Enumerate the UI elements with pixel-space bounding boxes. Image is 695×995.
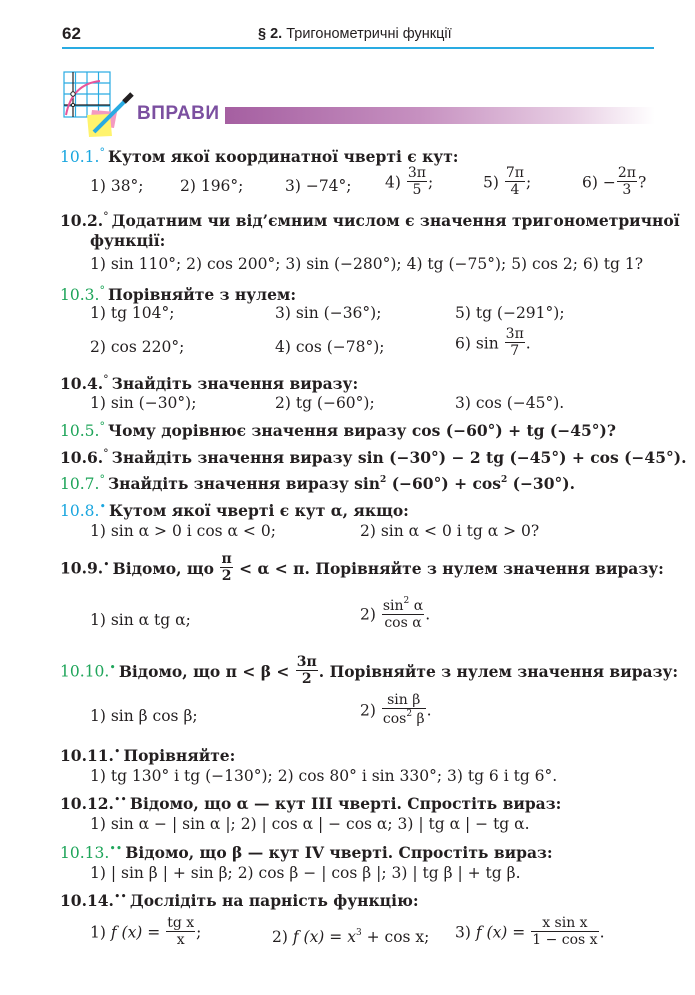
exercise-text: Відомо, що β — кут IV чверті. Спростіть вираз: [125,843,553,862]
exercise-10-12 [60,793,561,814]
exercise-10-8 [60,500,409,521]
exercise-number: 10.1. [60,148,100,166]
exercise-item: 2) cos 220°; [90,338,185,356]
difficulty-mark: ° [99,284,105,297]
fraction: $\frac{7\pi}{4}$ [505,165,524,199]
exercise-number: 10.9. [60,558,104,578]
exercise-text: Знайдіть значення виразу: [111,374,359,393]
exercise-item: 1) sin α > 0 і cos α < 0; [90,522,276,540]
exercise-number: 10.12. [60,794,114,813]
page-header [62,22,654,48]
exercise-number: 10.11. [60,746,114,765]
exercise-text: Кутом якої чверті є кут α, якщо: [108,501,409,520]
exercise-number: 10.4. [60,374,104,393]
exercise-text: Відомо, що π < β < $\frac{3\pi}{2}$ . Порівняйте з нулем значення виразу: [118,654,679,688]
difficulty-mark: ° [99,146,105,159]
page-number: 62 [62,24,81,43]
exercise-item: 1) sin α tg α; [90,611,191,629]
exercise-items: 1) | sin β | + sin β; 2) cos β − | cos β |; 3) | tg β | + tg β. [90,864,521,882]
difficulty-mark: •• [113,890,127,903]
difficulty-mark: ° [103,447,109,460]
exercise-number: 10.7. [60,475,100,493]
fraction: $\frac{3\pi}{5}$ [407,165,426,199]
exercise-10-4 [60,373,358,394]
difficulty-mark: ° [103,373,109,386]
exercise-text: Чому дорівнює значення виразу cos (−60°) + tg (−45°)? [107,421,616,440]
fraction: $\frac{\pi}{2}$ [221,551,232,585]
difficulty-mark: •• [113,793,127,806]
exercise-10-2 [60,210,680,231]
exercise-item: 1) sin (−30°); [90,394,197,412]
difficulty-mark: • [103,557,110,571]
exercise-text: Знайдіть значення виразу sin (−30°) − 2 tg (−45°) + cos (−45°). [111,448,687,467]
exercise-item: 6) sin $\frac{3\pi}{7}$ . [455,326,531,360]
section-prefix: § 2. [258,26,283,42]
exercise-item: 1) tg 104°; [90,304,175,322]
exercise-item: 5) $\frac{7\pi}{4}$ ; [483,165,532,199]
exercise-item: 3) −74°; [285,177,352,195]
difficulty-mark: ° [103,210,109,223]
exercise-text: Порівняйте: [123,746,236,765]
exercise-item: 1) 38°; [90,177,144,195]
difficulty-mark: • [109,660,116,674]
exercise-number: 10.13. [60,844,110,862]
exercise-number: 10.8. [60,502,100,520]
exercise-number: 10.14. [60,891,114,910]
exercise-item: 2) $\frac{\sin^2 \alpha}{\text{cos α}}$ . [360,596,431,632]
fraction: $\frac{\sin^2 \alpha}{\text{cos α}}$ [382,596,424,632]
exercise-items: 1) sin 110°; 2) cos 200°; 3) sin (−280°); 4) tg (−75°); 5) cos 2; 6) tg 1? [90,255,644,273]
header-rule [62,47,654,49]
exercise-10-14 [60,890,419,911]
exercise-10-10 [60,656,678,689]
exercise-item: 1) sin β cos β; [90,707,198,725]
exercise-item: 4) cos (−78°); [275,338,385,356]
fraction: $\frac{\text{tg x}}{x}$ [167,915,195,949]
fraction: $\frac{3\pi}{2}$ [296,654,317,688]
difficulty-mark: • [113,745,121,758]
exercise-item: 3) f (x) = $\frac{\text{x sin x}}{\text{1 − cos x}}$ . [455,915,605,949]
section-title [258,26,452,42]
exercise-10-1 [60,146,459,167]
exercise-number: 10.5. [60,422,100,440]
exercise-text: Відомо, що $\frac{\pi}{2}$ < α < π. Порівняйте з нулем значення виразу: [112,551,664,585]
exercise-10-11 [60,745,235,766]
exercise-item: 2) sin α < 0 і tg α > 0? [360,522,540,540]
fraction: $\frac{2\pi}{3}$ [617,165,636,199]
exercise-text: Кутом якої координатної чверті є кут: [107,147,459,166]
exercise-text: Додатним чи від’ємним числом є значення тригонометричної [111,211,680,230]
difficulty-mark: ° [99,420,105,433]
exercise-text: Знайдіть значення виразу $\sin^2 (-60^\circ) + \cos^2 (-30^\circ)$. [107,474,575,493]
exercise-number: 10.2. [60,211,104,230]
exercise-number: 10.10. [60,662,110,681]
exercise-item: 2) 196°; [180,177,244,195]
exercise-items: 1) tg 130° і tg (−130°); 2) cos 80° і sin 330°; 3) tg 6 і tg 6°. [90,767,558,785]
exercise-item: 4) $\frac{3\pi}{5}$ ; [385,165,434,199]
fraction: $\frac{\text{x sin x}}{\text{1 − cos x}}$ [532,915,598,949]
exercise-10-6 [60,447,686,468]
section-name: Тригонометричні функції [286,26,452,42]
exercise-number: 10.3. [60,286,100,304]
graph-pencil-icon [62,70,137,140]
exercise-text: Відомо, що α — кут III чверті. Спростіть вираз: [129,794,562,813]
exercise-text-continued: функції: [90,231,166,250]
exercise-items: 1) sin α − | sin α |; 2) | cos α | − cos α; 3) | tg α | − tg α. [90,815,530,833]
exercise-item: 6) − $\frac{2\pi}{3}$ ? [582,165,647,199]
exercise-item: 5) tg (−291°); [455,304,565,322]
exercise-number: 10.6. [60,448,104,467]
exercise-10-7 [60,473,575,494]
exercise-10-5 [60,420,616,441]
fraction: $\frac{3\pi}{7}$ [505,326,524,360]
exercise-item: 2) tg (−60°); [275,394,375,412]
exercise-item: 2) $\frac{\text{sin β}}{\cos^2 \beta}$ . [360,692,432,728]
exercise-text: Порівняйте з нулем: [107,285,297,304]
exercise-10-13 [60,842,553,863]
exercise-item: 3) cos (−45°). [455,394,565,412]
difficulty-mark: •• [109,842,123,855]
banner-title: ВПРАВИ [137,103,220,124]
exercise-item: 1) f (x) = $\frac{\text{tg x}}{x}$ ; [90,915,202,949]
exercise-item: 2) f $(x) = x^3 + \cos x$; [272,928,430,946]
exercise-10-3 [60,284,296,305]
exercises-banner [62,70,662,140]
fraction: $\frac{\text{sin β}}{\cos^2 \beta}$ [382,692,425,728]
difficulty-mark: • [99,500,106,513]
banner-gradient-bar [225,107,655,124]
exercise-item: 3) sin (−36°); [275,304,382,322]
difficulty-mark: ° [99,473,105,486]
exercise-text: Дослідіть на парність функцію: [129,891,419,910]
exercise-10-9 [60,553,664,586]
